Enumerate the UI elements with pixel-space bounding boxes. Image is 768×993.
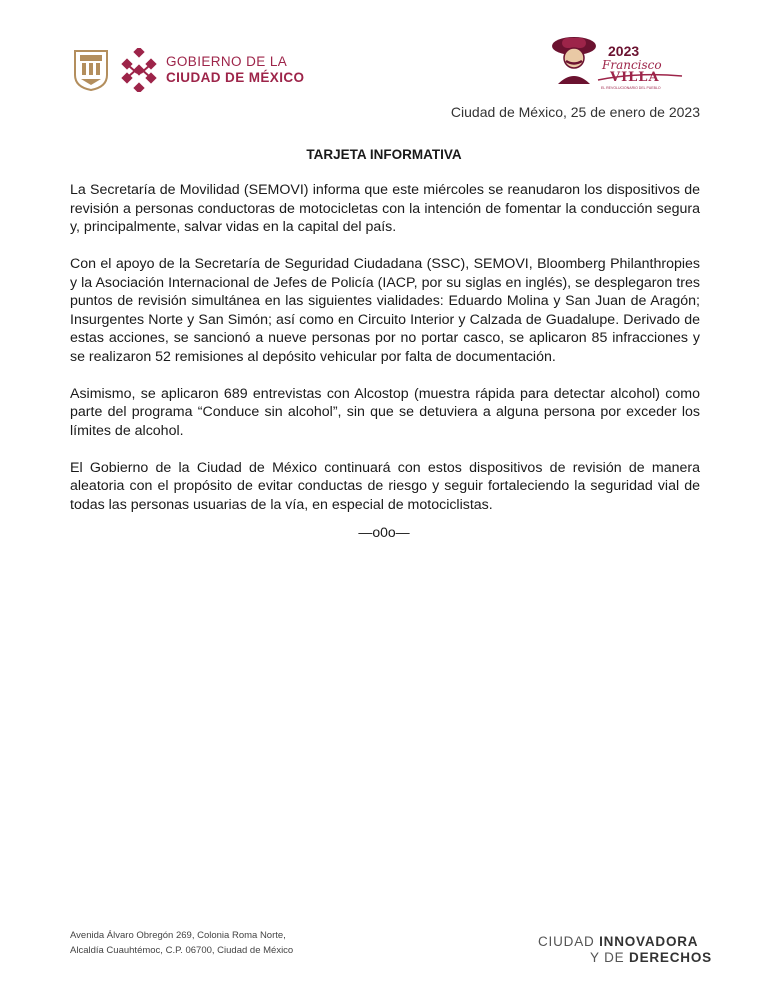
footer-slogan-bold1: INNOVADORA xyxy=(599,934,699,949)
body-paragraph: El Gobierno de la Ciudad de México continuará con estos dispositivos de revisión de manera aleatoria con el propósito de evitar conductas de riesgo y seguir fortaleciendo la seguridad vial de todas las personas usuarias de la vía, en especial de motociclistas. xyxy=(70,459,700,513)
body-paragraph: La Secretaría de Movilidad (SEMOVI) informa que este miércoles se reanudaron los dispositivos de revisión a personas conductoras de motocicletas con la intención de fomentar la conducción segura y, principalmente, salvar vidas en la capital del país. xyxy=(70,182,700,235)
centennial-name-line2: VILLA xyxy=(610,70,660,85)
government-name-line1: GOBIERNO DE LA xyxy=(166,54,288,69)
centennial-name-line1: Francisco xyxy=(602,58,662,72)
government-name-line2: CIUDAD DE MÉXICO xyxy=(166,70,305,85)
centennial-subtitle: EL REVOLUCIONARIO DEL PUEBLO xyxy=(601,86,661,90)
body-paragraph: Con el apoyo de la Secretaría de Seguridad Ciudadana (SSC), SEMOVI, Bloomberg Philanthropies y la Asociación Internacional de Jefes de Policía (IACP, por su siglas en inglés), se desplegaron tres puntos de revisión simultánea en las siguientes vialidades: Eduardo Molina y San Juan de Aragón; Insurgentes Norte y San Simón; así como en Circuito Interior y Calzada de Guadalupe. Derivado de estas acciones, se sancionó a nueve personas por no portar casco, se aplicaron 85 infracciones y se realizaron 52 remisiones al depósito vehicular por falta de documentación. xyxy=(70,256,700,365)
closing-mark: —o0o— xyxy=(358,524,410,540)
footer-slogan-light2: Y DE xyxy=(590,950,630,965)
body-paragraph: Asimismo, se aplicaron 689 entrevistas con Alcostop (muestra rápida para detectar alcohol) como parte del programa “Conduce sin alcohol”, sin que se detuviera a alguna persona por exceder los límites de alcohol. xyxy=(70,385,700,439)
footer-slogan xyxy=(538,934,712,966)
footer-address xyxy=(70,928,293,958)
document-title: TARJETA INFORMATIVA xyxy=(306,147,462,162)
footer-address-line2: Alcaldía Cuauhtémoc, C.P. 06700, Ciudad de México xyxy=(70,945,294,956)
footer-slogan-bold2: DERECHOS xyxy=(629,950,712,965)
centennial-year: 2023 xyxy=(608,43,640,59)
footer-address-line1: Avenida Álvaro Obregón 269, Colonia Roma Norte, xyxy=(70,930,286,941)
footer-slogan-light1: CIUDAD xyxy=(538,934,600,949)
government-name xyxy=(166,54,304,86)
document-date: Ciudad de México, 25 de enero de 2023 xyxy=(450,104,700,120)
cdmx-logo-icon xyxy=(120,48,158,92)
document-header xyxy=(0,0,768,120)
coat-of-arms-icon xyxy=(73,49,109,91)
document-body xyxy=(70,181,700,533)
